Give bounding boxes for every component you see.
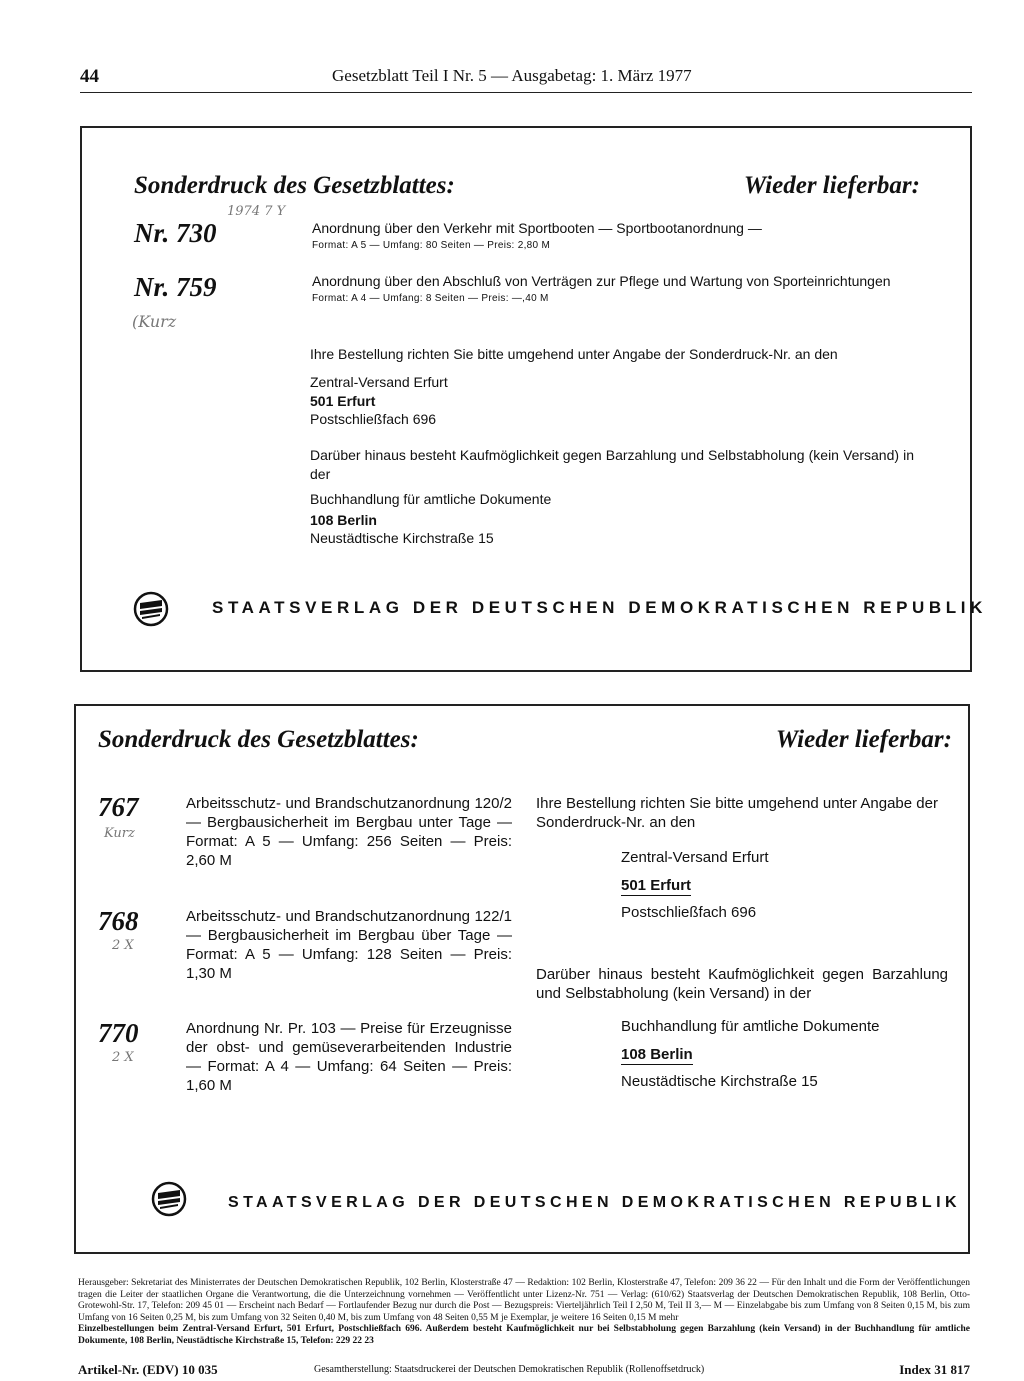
header-title: Gesetzblatt Teil I Nr. 5 — Ausgabetag: 1. März 1977: [332, 66, 692, 85]
box-title-right: Wieder lieferbar:: [743, 172, 920, 199]
versand-postbox: Postschließfach 696: [310, 411, 437, 427]
box-title: Sonderdruck des Gesetzblattes:: [134, 172, 455, 199]
entry-text: Anordnung Nr. Pr. 103 — Preise für Erzeugnisse der obst- und gemüseverarbeitenden Industrie — Format: A 4 — Umfang: 64 Seiten — Preis: 1,60 M: [186, 1020, 512, 1094]
handwritten-note: (Kurz: [132, 312, 177, 331]
entry-title: Anordnung über den Verkehr mit Sportbooten — Sportbootanordnung —: [312, 220, 762, 236]
index-number: Index 31 817: [899, 1362, 970, 1377]
publisher-logo-icon: [150, 1180, 188, 1218]
impressum: [78, 1278, 970, 1347]
versand-name: Zentral-Versand Erfurt: [310, 374, 448, 390]
entry-meta: Format: A 4 — Umfang: 8 Seiten — Preis: —,40 M: [312, 293, 549, 304]
handwritten-note: 2 X: [112, 938, 134, 953]
printing-info: Gesamtherstellung: Staatsdruckerei der Deutschen Demokratischen Republik (Rollenoffsetdruck): [314, 1364, 705, 1375]
handwritten-note: 1974 7 Y: [227, 204, 286, 219]
versand-city: 501 Erfurt: [621, 877, 692, 894]
page-header: [80, 62, 972, 93]
order-text: Ihre Bestellung richten Sie bitte umgehend unter Angabe der Sonderdruck-Nr. an den: [310, 346, 838, 362]
versand-name: Zentral-Versand Erfurt: [621, 849, 769, 866]
sonderdruck-box-1: [80, 126, 987, 672]
impressum-text: Herausgeber: Sekretariat des Ministerrates der Deutschen Demokratischen Republik, 102 Berlin, Klosterstraße 47 — Redaktion: 102 Berlin, Klosterstraße 47, Telefon: 209 36 22 — Für den Inhalt und die Form der Veröffentlichungen tragen die Leiter der staatlichen Organe die Verantwortung, die die Unterzeichnung vornehmen — Veröffentlicht unter Lizenz-Nr. 751 — Verlag: (610/62) Staatsverlag der Deutschen Demokratischen Republik, 108 Berlin, Otto-Grotewohl-Str. 17, Telefon: 209 45 01 — Erscheint nach Bedarf — Fortlaufender Bezug nur durch die Post — Bezugspreis: Vierteljährlich Teil I 2,50 M, Teil II 3,— M — Einzelabgabe bis zum Umfang von 8 Seiten 0,15 M, bis zum Umfang von 16 Seiten 0,25 M, bis zum Umfang von 32 Seiten 0,40 M, bis zum Umfang von 48 Seiten 0,55 M je Exemplar, je weitere 16 Seiten 0,15 M mehr: [78, 1278, 970, 1323]
article-number: Artikel-Nr. (EDV) 10 035: [78, 1362, 218, 1377]
publisher-name: STAATSVERLAG DER DEUTSCHEN DEMOKRATISCHEN REPUBLIK: [228, 1194, 961, 1211]
shop-street: Neustädtische Kirchstraße 15: [621, 1073, 818, 1090]
page-number: 44: [80, 66, 99, 87]
box-title: Sonderdruck des Gesetzblattes:: [98, 726, 419, 753]
versand-city: 501 Erfurt: [310, 393, 376, 409]
purchase-text: Darüber hinaus besteht Kaufmöglichkeit gegen Barzahlung und Selbstabholung (kein Versand) in der: [310, 447, 914, 482]
handwritten-note: 2 X: [112, 1050, 134, 1065]
entry-number: 770: [98, 1018, 139, 1048]
entry-meta: Format: A 5 — Umfang: 80 Seiten — Preis: 2,80 M: [312, 240, 551, 251]
sonderdruck-box-2: [74, 704, 970, 1254]
shop-name: Buchhandlung für amtliche Dokumente: [310, 491, 552, 507]
entry-number: 767: [98, 792, 139, 822]
publisher-name: STAATSVERLAG DER DEUTSCHEN DEMOKRATISCHEN REPUBLIK: [212, 598, 987, 617]
entry-text: Arbeitsschutz- und Brandschutzanordnung 122/1 — Bergbausicherheit im Bergbau über Tage — Format: A 5 — Umfang: 128 Seiten — Preis: 1,30 M: [186, 908, 512, 982]
entry-title: Anordnung über den Abschluß von Verträgen zur Pflege und Wartung von Sporteinrichtungen: [312, 273, 891, 289]
publisher-logo-icon: [132, 590, 170, 628]
footer-bottom: [78, 1362, 970, 1378]
entry-text: Arbeitsschutz- und Brandschutzanordnung 120/2 — Bergbausicherheit im Bergbau unter Tage — Format: A 5 — Umfang: 256 Seiten — Preis: 2,60 M: [186, 795, 512, 869]
shop-street: Neustädtische Kirchstraße 15: [310, 530, 494, 546]
shop-city: 108 Berlin: [310, 512, 377, 528]
order-text: Ihre Bestellung richten Sie bitte umgehend unter Angabe der Sonderdruck-Nr. an den: [536, 795, 938, 831]
entry-number: Nr. 759: [134, 272, 217, 302]
shop-city: 108 Berlin: [621, 1046, 693, 1063]
entry-number: Nr. 730: [134, 218, 217, 248]
entry-number: 768: [98, 906, 139, 936]
ordering-info: Einzelbestellungen beim Zentral-Versand Erfurt, 501 Erfurt, Postschließfach 696. Außerdem besteht Kaufmöglichkeit nur bei Selbstabholung gegen Barzahlung (kein Versand) in der Buchhandlung für amtliche Dokumente, 108 Berlin, Neustädtische Kirchstraße 15, Telefon: 229 22 23: [78, 1324, 970, 1346]
shop-name: Buchhandlung für amtliche Dokumente: [621, 1018, 880, 1035]
versand-postbox: Postschließfach 696: [621, 904, 757, 921]
handwritten-note: Kurz: [104, 826, 135, 841]
purchase-text: Darüber hinaus besteht Kaufmöglichkeit gegen Barzahlung und Selbstabholung (kein Versand) in der: [536, 966, 948, 1002]
box-title-right: Wieder lieferbar:: [775, 726, 952, 753]
